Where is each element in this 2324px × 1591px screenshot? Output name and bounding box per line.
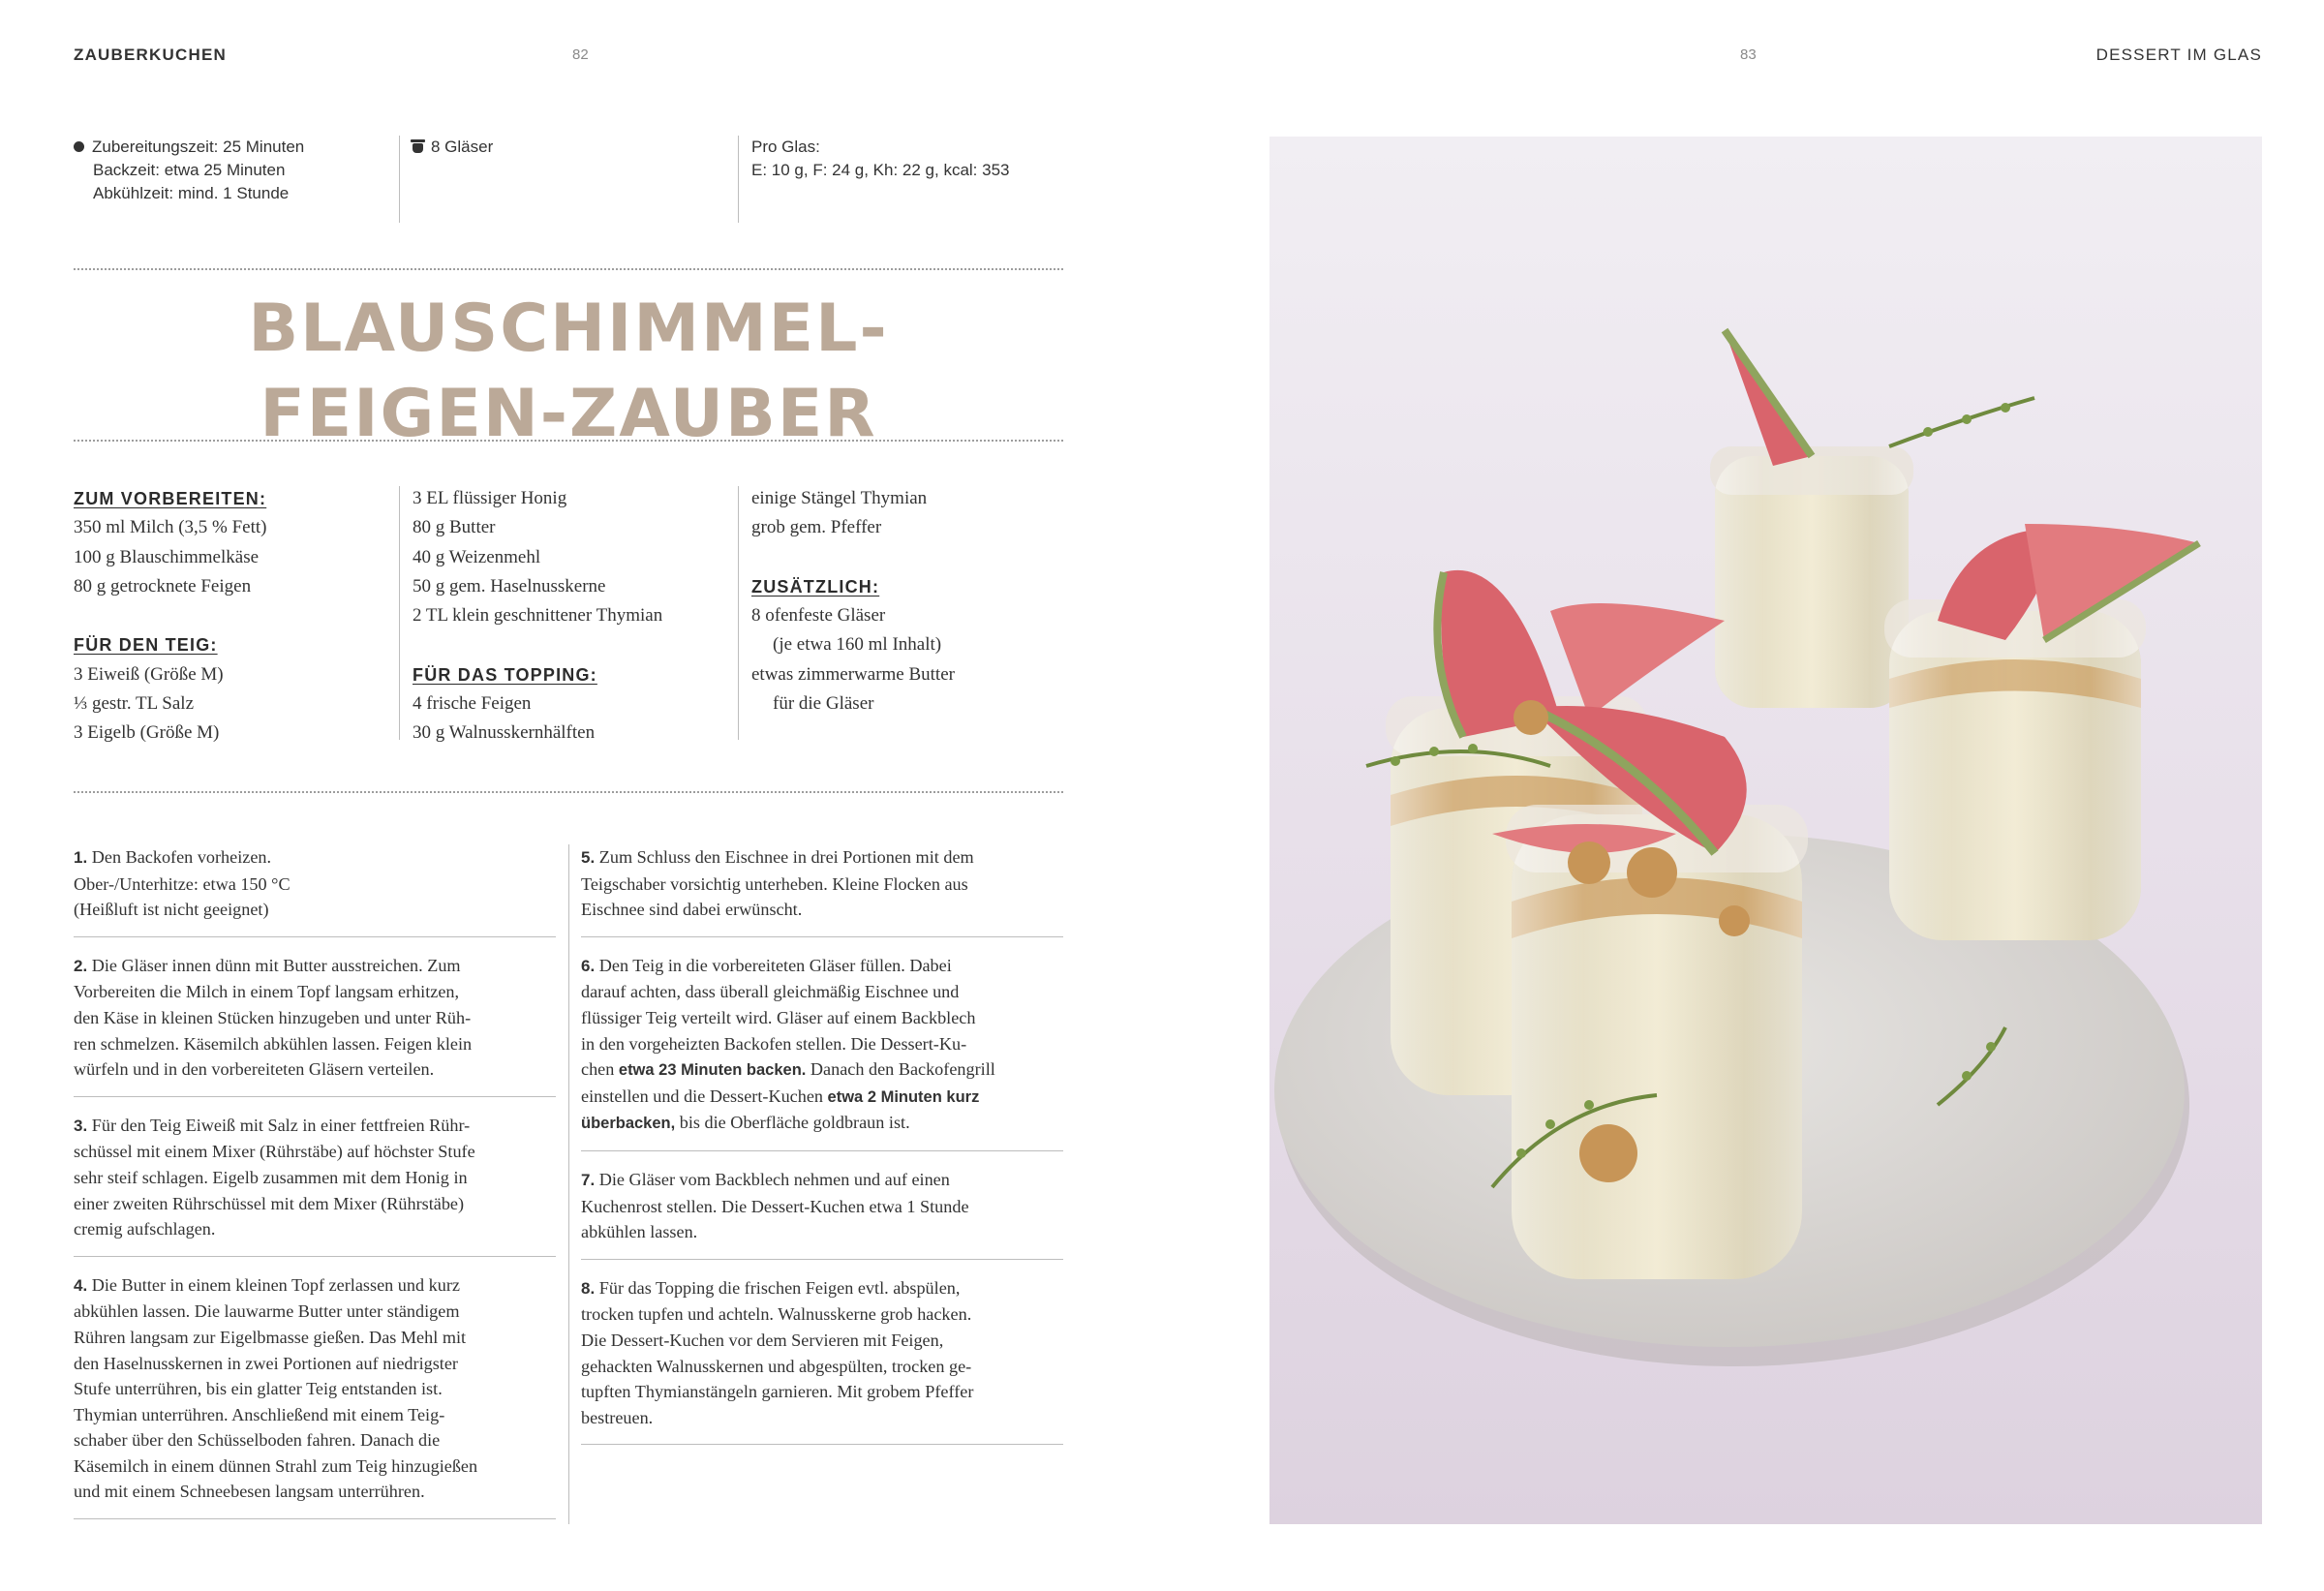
step-5 [581,844,1063,937]
step-number: 4. [74,1275,88,1295]
ingredient-heading: FÜR DAS TOPPING: [413,664,597,685]
ingredient-item: 4 frische Feigen [413,693,532,715]
bake-time: Backzeit: etwa 25 Minuten [93,161,286,179]
ingredient-heading: ZUSÄTZLICH: [751,576,880,597]
yield-info [413,136,493,159]
ingredient-item: 3 Eigelb (Größe M) [74,722,220,744]
ingredient-item: 3 EL flüssiger Honig [413,488,567,508]
ingredients-column-1 [74,484,266,749]
ingredient-item: 80 g Butter [413,517,496,538]
ingredient-item: 350 ml Milch (3,5 % Fett) [74,517,267,538]
title-line-2: FEIGEN-ZAUBER [260,376,877,452]
step-text: Für das Topping die frischen Feigen evtl. abspülen, trocken tupfen und achteln. Walnusskerne grob hacken. Die Dessert-Kuchen vor dem Servieren mit Feigen, gehackten Walnusskernen und abgespülten, trocken ge- tupften Thymianstängeln garnieren. Mit grobem Pfeffer bestreuen. [581,1277,974,1427]
step-number: 2. [74,956,88,975]
steps-divider [568,844,569,1524]
title-line-1: BLAUSCHIMMEL- [248,291,889,367]
ingredient-item: 100 g Blauschimmelkäse [74,546,260,567]
step-number: 7. [581,1170,596,1189]
ingredient-item: 2 TL klein geschnittener Thymian [413,605,663,627]
nutrition-values: E: 10 g, F: 24 g, Kh: 22 g, kcal: 353 [751,161,1010,179]
step-1 [74,844,556,937]
step-emphasis: etwa 23 Minuten backen. [618,1061,807,1080]
info-divider [738,136,739,223]
step-text: Die Gläser vom Backblech nehmen und auf einen Kuchenrost stellen. Die Dessert-Kuchen etwa 1 Stunde abkühlen lassen. [581,1169,969,1242]
ingredient-item: (je etwa 160 ml Inhalt) [773,634,942,656]
step-8 [581,1275,1063,1446]
step-emphasis: etwa 2 Minuten kurz überbacken, [581,1087,980,1133]
clock-icon [74,141,84,152]
yield: 8 Gläser [431,138,494,156]
page-number-right: 83 [1740,46,1757,63]
step-text: Danach den Backofengrill einstellen und die Dessert-Kuchen [581,1059,995,1106]
step-text: Zum Schluss den Eischnee in drei Portionen mit dem Teigschaber vorsichtig unterheben. Kleine Flocken aus Eischnee sind dabei erwünscht. [581,847,974,920]
prep-time: Zubereitungszeit: 25 Minuten [92,138,305,156]
page-number-left: 82 [572,46,589,63]
cool-time: Abkühlzeit: mind. 1 Stunde [93,184,290,202]
ingredient-item: einige Stängel Thymian [751,488,928,508]
step-text: Den Teig in die vorbereiteten Gläser füllen. Dabei darauf achten, dass überall gleichmäßig Eischnee und flüssiger Teig verteilt wird. Gläser auf einem Backblech in den vorgeheizten Backofen stellen. Die Dessert-Ku- chen [581,955,976,1080]
ingredient-item: 30 g Walnusskernhälften [413,722,596,744]
ingredient-heading: FÜR DEN TEIG: [74,635,218,656]
step-text: Den Backofen vorheizen. Ober-/Unterhitze: etwa 150 °C (Heißluft ist nicht geeignet) [74,847,290,920]
ingredient-item: 80 g getrocknete Feigen [74,575,252,597]
step-text: bis die Oberfläche goldbraun ist. [675,1113,910,1133]
running-header-right: DESSERT IM GLAS [2095,46,2262,64]
ingredients-column-3 [751,484,955,719]
step-text: Die Butter in einem kleinen Topf zerlassen und kurz abkühlen lassen. Die lauwarme Butter unter ständigem Rühren langsam zur Eigelbmasse gießen. Das Mehl mit den Haselnusskernen in zwei Portionen auf niedrigster Stufe unterrühren, bis ein glatter Teig entstanden ist. Thymian unterrühren. Anschließend mit einem Teig- schaber über den Schüsselboden fahren. Danach die Käsemilch in einem dünnen Strahl zum Teig hinzugießen und mit einem Schneebesen langsam unterrühren. [74,1274,478,1502]
dotted-rule [74,268,1063,270]
jar-icon [413,143,423,153]
step-number: 5. [581,848,596,867]
dotted-rule [74,791,1063,793]
dessert-photo [1269,137,2262,1524]
ingredient-item: ⅓ gestr. TL Salz [74,693,195,715]
ingredients-divider [738,486,739,740]
info-divider [399,136,400,223]
step-7 [581,1167,1063,1260]
ingredient-item: grob gem. Pfeffer [751,517,882,538]
ingredient-heading: ZUM VORBEREITEN: [74,489,267,508]
step-number: 6. [581,956,596,975]
step-6 [581,953,1063,1151]
steps-column-right [581,844,1063,1460]
step-4 [74,1272,556,1519]
step-3 [74,1113,556,1257]
running-header-left: ZAUBERKUCHEN [74,46,227,64]
step-number: 8. [581,1278,596,1298]
step-2 [74,953,556,1097]
dotted-rule [74,440,1063,442]
ingredients-column-2 [413,484,662,749]
recipe-title [74,287,1063,457]
per-glass-label: Pro Glas: [751,138,820,156]
step-number: 3. [74,1116,88,1135]
ingredient-item: für die Gläser [773,693,874,715]
step-text: Für den Teig Eiweiß mit Salz in einer fettfreien Rühr- schüssel mit einem Mixer (Rührstäbe) auf höchster Stufe sehr steif schlagen. Eigelb zusammen mit dem Honig in einer zweiten Rührschüssel mit dem Mixer (Rührstäbe) cremig aufschlagen. [74,1115,475,1239]
nutrition-info [751,136,1010,182]
ingredient-item: 8 ofenfeste Gläser [751,605,886,627]
step-number: 1. [74,848,88,867]
steps-column-left [74,844,556,1535]
ingredients-divider [399,486,400,740]
step-text: Die Gläser innen dünn mit Butter ausstreichen. Zum Vorbereiten die Milch in einem Topf langsam erhitzen, den Käse in kleinen Stücken hinzugeben und unter Rüh- ren schmelzen. Käsemilch abkühlen lassen. Feigen klein würfeln und in den vorbereiteten Gläsern verteilen. [74,955,473,1080]
time-info [74,136,304,205]
ingredient-item: 40 g Weizenmehl [413,546,541,567]
ingredient-item: etwas zimmerwarme Butter [751,663,955,685]
ingredient-item: 50 g gem. Haselnusskerne [413,575,606,597]
ingredient-item: 3 Eiweiß (Größe M) [74,663,224,685]
